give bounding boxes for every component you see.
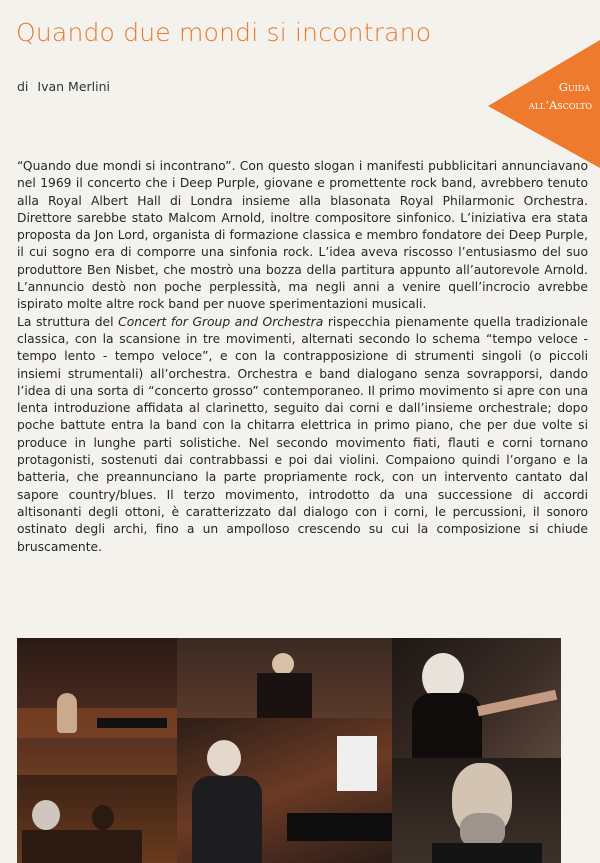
photo-conductor — [392, 638, 561, 758]
author-line — [17, 79, 110, 94]
paragraph-1: “Quando due mondi si incontrano”. Con questo slogan i manifesti pubblicitari annunciavano nel 1969 il concerto che i Deep Purple, giovane e promettente rock band, avrebbero tenuto alla Royal Albert Hall di Londra insieme alla blasonata Royal Philarmonic Orchestra. Direttore sarebbe stato Malcom Arnold, inoltre compositore sinfonico. L’iniziativa era stata proposta da Jon Lord, organista di formazione classica e membro fondatore dei Deep Purple, il cui sogno era di comporre una sinfonia rock. L’idea aveva riscosso l’entusiasmo del suo produttore Ben Nisbet, che mostrò una bozza della partitura appunto all’autorevole Arnold. L’annuncio destò non poche perplessità, ma negli anni a venire quell’incrocio avrebbe ispirato molte altre rock band per nuove sperimentazioni musicali. — [17, 159, 588, 312]
author-name: Ivan Merlini — [37, 79, 111, 94]
photo-portrait — [392, 758, 561, 863]
concert-title: Concert for Group and Orchestra — [118, 314, 324, 329]
article-body — [17, 158, 588, 556]
badge-line1: Guida — [558, 80, 590, 94]
paragraph-2 — [17, 314, 588, 556]
photo-stage-lights — [177, 638, 392, 718]
paragraph-2-rest: rispecchia pienamente quella tradizionale classica, con la scansione in tre movimenti, alternati secondo lo schema “tempo veloce - tempo lento - tempo veloce”, e con la contrapposizione di strumenti singoli (o piccoli insiemi strumentali) all’orchestra. Orchestra e band dialogano senza sovrapporsi, dando l’idea di una sorta di “concerto grosso” contemporaneo. Il primo movimento si apre con una lenta introduzione affidata al clarinetto, seguito dai corni e dall’insieme orchestrale; dopo poche battute entra la band con la chitarra elettrica in primo piano, che per due volte si produce in lunghe parti solistiche. Nel secondo movimento fiati, flauti e corni tornano protagonisti, sostenuti dai contrabbassi e poi dai violini. Compaiono quindi l’organo e la batteria, che preannunciano la parte propriamente rock, con un intervento cantato dal sapore country/blues. Il terzo movimento, introdotto da una successione di accordi altisonanti degli ottoni, è caratterizzato dal dialogo con i corni, le percussioni, il sonoro ostinato degli archi, fino a un ampolloso crescendo su cui la composizione si chiude bruscamente. — [17, 314, 588, 554]
photo-violinist — [17, 775, 177, 863]
article-title: Quando due mondi si incontrano — [16, 18, 432, 47]
author-prefix: di — [17, 79, 29, 94]
badge-line2: all’Ascolto — [528, 98, 592, 112]
paragraph-2-start: La struttura del — [17, 314, 119, 329]
photo-orchestra-stage — [17, 638, 177, 775]
concert-photo-collage — [17, 638, 561, 863]
photo-keyboardist — [177, 718, 392, 863]
guida-ascolto-badge — [488, 40, 600, 168]
